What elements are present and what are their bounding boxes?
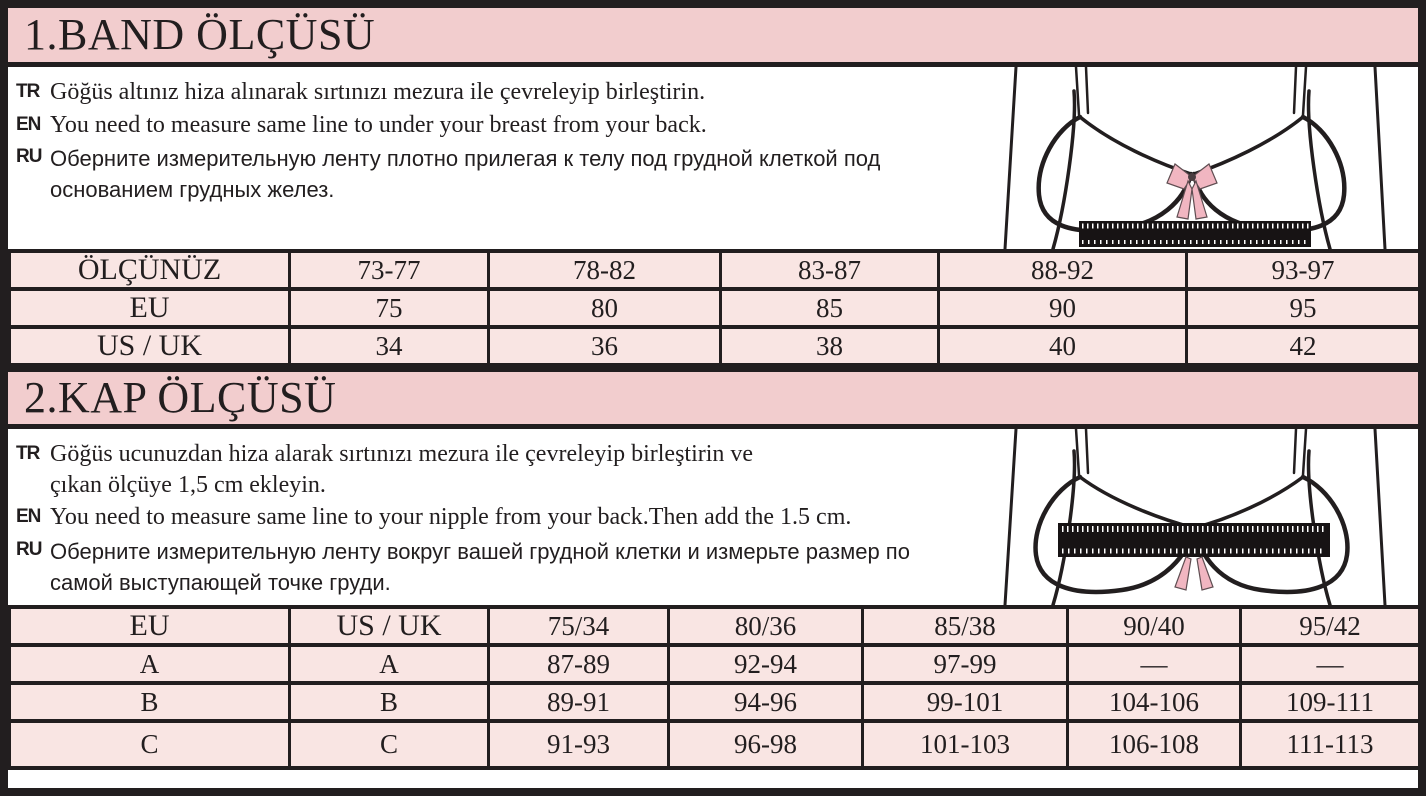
instruction-tr [16, 77, 972, 108]
table-cell: 78-82 [489, 251, 721, 289]
instruction-line: Göğüs ucunuzdan hiza alarak sırtınızı mezura ile çevreleyip birleştirin ve [50, 441, 754, 467]
instruction-line: Оберните измерительную ленту плотно прилегая к телу под грудной клеткой под [50, 146, 881, 172]
instruction-ru [16, 535, 972, 598]
band-section-content [8, 67, 1418, 249]
header-cell: 85/38 [863, 607, 1068, 645]
row-label-cell: EU [10, 289, 290, 327]
table-cell: 80 [489, 289, 721, 327]
header-cell: EU [10, 607, 290, 645]
instruction-text [50, 502, 851, 533]
table-cell: 104-106 [1068, 683, 1241, 721]
bra-tape-over-bust-illustration [972, 429, 1418, 605]
table-cell: 89-91 [489, 683, 669, 721]
table-cell: — [1068, 645, 1241, 683]
band-instructions [8, 67, 972, 249]
table-row [10, 251, 1420, 289]
table-cell: 83-87 [721, 251, 939, 289]
instruction-line: You need to measure same line to under your breast from your back. [50, 111, 707, 138]
table-cell: 101-103 [863, 721, 1068, 768]
table-cell: 99-101 [863, 683, 1068, 721]
table-cell: A [10, 645, 290, 683]
table-cell: C [290, 721, 489, 768]
table-cell: 85 [721, 289, 939, 327]
instruction-text [50, 110, 707, 141]
table-cell: — [1241, 645, 1420, 683]
table-cell: 42 [1187, 327, 1420, 365]
lang-label-ru: RU [16, 146, 42, 168]
instruction-line: основанием грудных желез. [50, 176, 335, 202]
band-section-title [8, 8, 1418, 67]
header-cell: 90/40 [1068, 607, 1241, 645]
table-cell: 106-108 [1068, 721, 1241, 768]
lang-label-en: EN [16, 506, 41, 528]
table-cell: B [290, 683, 489, 721]
table-cell: B [10, 683, 290, 721]
table-row [10, 683, 1420, 721]
instruction-en [16, 502, 972, 533]
table-cell: 73-77 [290, 251, 489, 289]
instruction-line: самой выступающей точке груди. [50, 569, 391, 595]
band-title-text: 1.BAND ÖLÇÜSÜ [24, 10, 376, 59]
header-cell: 80/36 [669, 607, 863, 645]
row-label-cell: ÖLÇÜNÜZ [10, 251, 290, 289]
instruction-text [50, 439, 753, 500]
band-size-table [8, 249, 1421, 367]
header-cell: 95/42 [1241, 607, 1420, 645]
cup-section-title [8, 367, 1418, 429]
instruction-text [50, 142, 880, 205]
header-cell: US / UK [290, 607, 489, 645]
cup-title-text: 2.KAP ÖLÇÜSÜ [24, 373, 337, 422]
table-cell: 94-96 [669, 683, 863, 721]
table-cell: 97-99 [863, 645, 1068, 683]
table-cell: 111-113 [1241, 721, 1420, 768]
table-cell: 95 [1187, 289, 1420, 327]
table-cell: 91-93 [489, 721, 669, 768]
table-row [10, 327, 1420, 365]
lang-label-en: EN [16, 113, 41, 135]
instruction-ru [16, 142, 972, 205]
instruction-line: Оберните измерительную ленту вокруг вашей грудной клетки и измерьте размер по [50, 539, 910, 565]
table-cell: C [10, 721, 290, 768]
table-header-row [10, 607, 1420, 645]
row-label-cell: US / UK [10, 327, 290, 365]
instruction-text [50, 77, 705, 108]
table-row [10, 289, 1420, 327]
cup-size-table [8, 605, 1421, 770]
table-cell: 96-98 [669, 721, 863, 768]
table-cell: 87-89 [489, 645, 669, 683]
instruction-line: Göğüs altınız hiza alınarak sırtınızı mezura ile çevreleyip birleştirin. [50, 79, 706, 105]
cup-instructions [8, 429, 972, 605]
cup-section-content [8, 429, 1418, 605]
instruction-line: You need to measure same line to your nipple from your back.Then add the 1.5 cm. [50, 504, 852, 531]
table-row [10, 721, 1420, 768]
lang-label-tr: TR [16, 81, 40, 102]
table-cell: 109-111 [1241, 683, 1420, 721]
table-cell: 75 [290, 289, 489, 327]
table-cell: 34 [290, 327, 489, 365]
table-row [10, 645, 1420, 683]
table-cell: A [290, 645, 489, 683]
instruction-line: çıkan ölçüye 1,5 cm ekleyin. [50, 471, 326, 498]
table-cell: 36 [489, 327, 721, 365]
header-cell: 75/34 [489, 607, 669, 645]
table-cell: 38 [721, 327, 939, 365]
bra-tape-under-bust-illustration [972, 67, 1418, 249]
table-cell: 40 [939, 327, 1187, 365]
lang-label-tr: TR [16, 443, 40, 464]
table-cell: 92-94 [669, 645, 863, 683]
table-cell: 88-92 [939, 251, 1187, 289]
instruction-tr [16, 439, 972, 500]
instruction-en [16, 110, 972, 141]
table-cell: 90 [939, 289, 1187, 327]
table-cell: 93-97 [1187, 251, 1420, 289]
instruction-text [50, 535, 910, 598]
lang-label-ru: RU [16, 539, 42, 561]
